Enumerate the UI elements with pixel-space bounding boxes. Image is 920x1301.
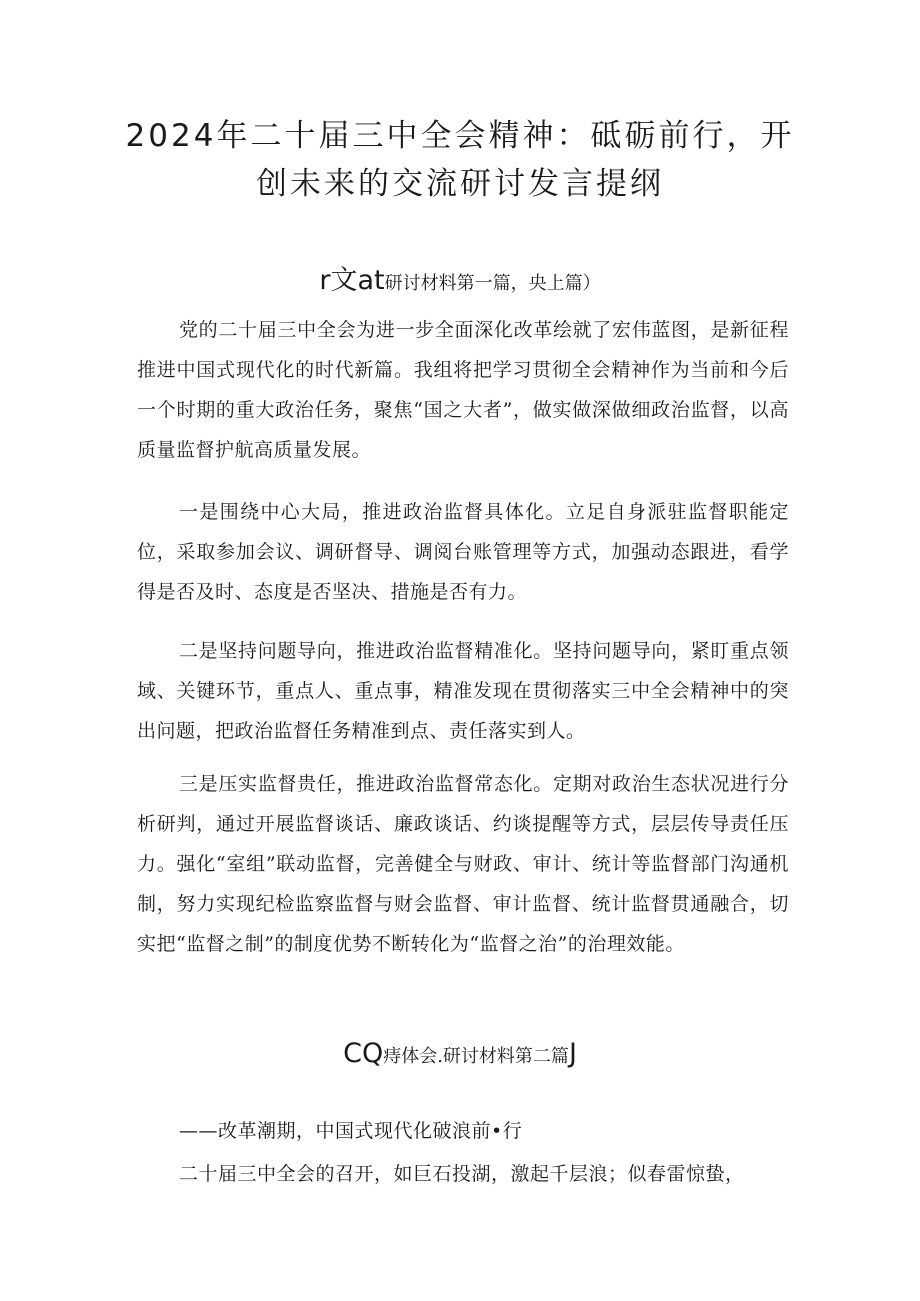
section-1-heading-text: 研讨材料第一篇，央上篇）	[384, 273, 601, 294]
subtitle: ——改革潮期，中国式现代化破浪前•行	[179, 1120, 523, 1142]
body-paragraph: 三是压实监督贵任，推进政治监督常态化。定期对政治生态状况进行分析研判，通过开展监督谈话、廉政谈话、约谈提醒等方式，层层传导责任压力。强化“室组”联动监督，完善健全与财政、审计、统计等监督部门沟通机制，努力实现纪检监察监督与财会监督、审计监督、统计监督贯通融合，切实把“监督之制”的制度优势不断转化为“监督之治”的治理效能。	[137, 773, 789, 955]
body-paragraph: 一是围绕中心大局，推进政治监督具体化。立足自身派驻监督职能定位，采取参加会议、调研督导、调阅台账管理等方式，加强动态跟进，看学得是否及时、态度是否坚决、措施是否有力。	[137, 501, 789, 603]
section-2-heading-suffix: J	[568, 1038, 577, 1069]
section-2-heading-text: 痔体会.研讨材料第二篇	[383, 1046, 569, 1067]
section-2-heading-prefix: CQ	[343, 1038, 384, 1069]
body-paragraph: 二是坚持问题导向，推进政治监督精准化。坚持问题导向，紧盯重点领域、关键环节，重点人、重点事，精准发现在贯彻落实三中全会精神中的突出问题，把政治监督任务精准到点、责任落实到人。	[137, 640, 789, 742]
section-2-heading	[100, 1039, 820, 1072]
title-line-2: 创未来的交流研讨发言提纲	[256, 166, 664, 202]
body-paragraph: 党的二十届三中全会为进一步全面深化改革绘就了宏伟蓝图，是新征程推进中国式现代化的时代新篇。我组将把学习贯彻全会精神作为当前和今后一个时期的重大政治任务，聚焦“国之大者”，做实做深做细政治监督，以高质量监督护航高质量发展。	[137, 319, 789, 461]
title-line-1: 2024年二十届三中全会精神：砥砺前行，开	[125, 118, 795, 154]
section-1-heading-prefix: r文at	[319, 265, 385, 296]
document-title	[100, 112, 820, 208]
section-1-heading	[100, 266, 820, 299]
body-paragraph-partial: 二十届三中全会的召开，如巨石投湖，激起千层浪；似春雷惊蛰，	[179, 1163, 745, 1185]
